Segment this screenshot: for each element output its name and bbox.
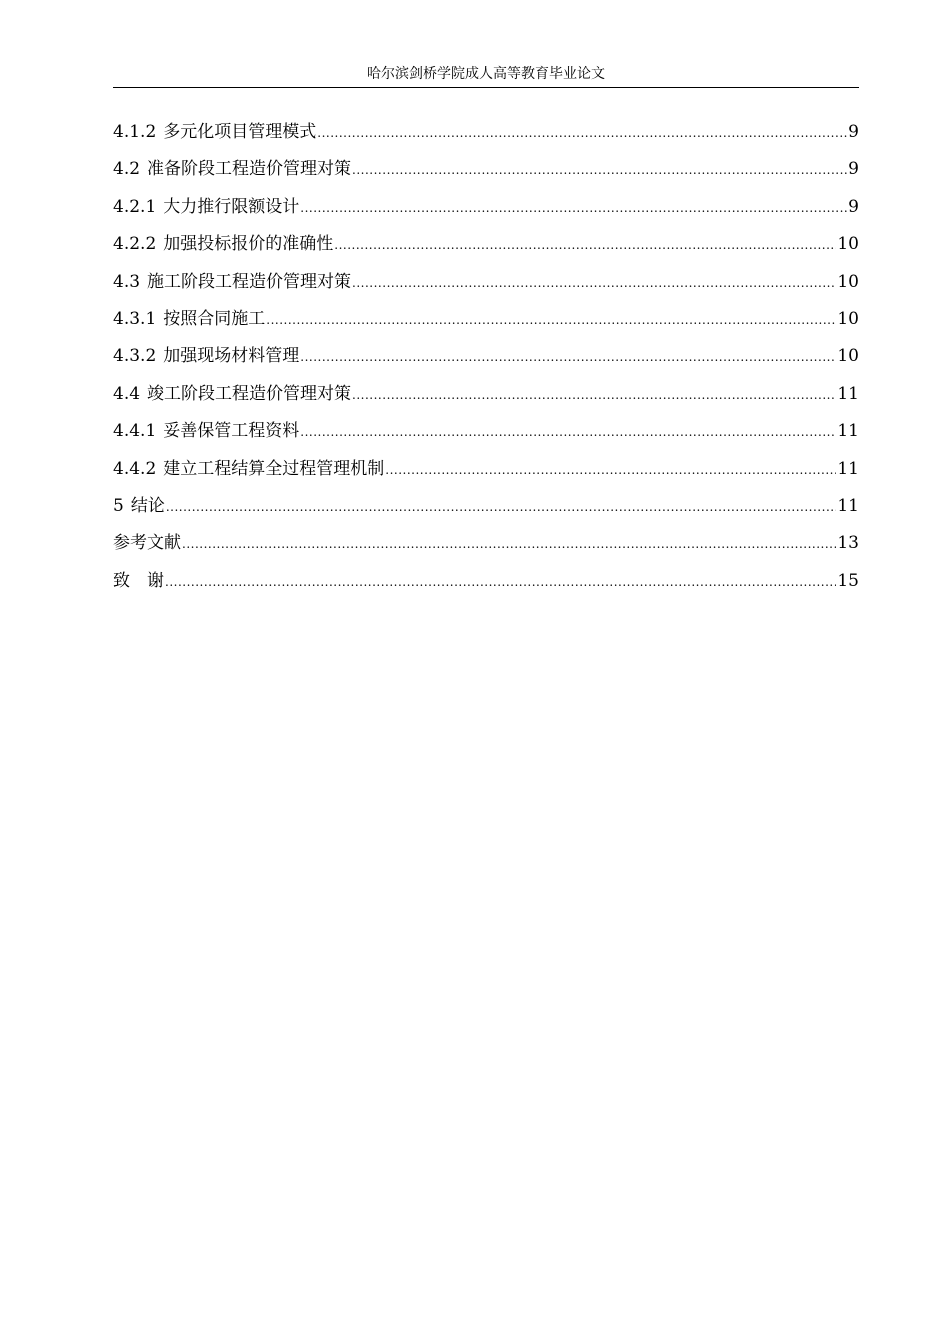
toc-entry-title: 施工阶段工程造价管理对策 <box>147 271 352 292</box>
toc-dot-leader <box>166 493 837 521</box>
toc-entry-number: 4.4.1 <box>113 421 157 442</box>
toc-entry[interactable] <box>113 380 859 417</box>
toc-entry-number: 4.2 <box>113 159 141 180</box>
toc-entry-title: 妥善保管工程资料 <box>163 421 300 442</box>
toc-entry-number: 4.2.2 <box>113 234 157 255</box>
toc-entry-title: 加强现场材料管理 <box>163 346 300 367</box>
toc-entry[interactable] <box>113 268 859 305</box>
toc-entry-title: 加强投标报价的准确性 <box>163 234 334 255</box>
toc-entry[interactable] <box>113 529 859 566</box>
toc-entry[interactable] <box>113 193 859 230</box>
toc-entry-title: 参考文献 <box>113 533 181 554</box>
toc-dot-leader <box>352 156 847 184</box>
toc-entry-number: 4.4 <box>113 383 141 404</box>
toc-entry-page: 11 <box>837 383 859 404</box>
toc-entry-page: 11 <box>837 421 859 442</box>
toc-dot-leader <box>317 119 847 147</box>
toc-entry-title: 竣工阶段工程造价管理对策 <box>147 383 352 404</box>
toc-entry-title: 多元化项目管理模式 <box>163 122 317 142</box>
toc-entry-page: 15 <box>837 570 859 591</box>
toc-dot-leader <box>266 306 836 334</box>
toc-entry[interactable] <box>113 305 859 342</box>
toc-entry-page: 11 <box>837 495 859 516</box>
toc-dot-leader <box>352 381 836 409</box>
toc-entry-page: 9 <box>848 196 859 217</box>
toc-entry[interactable] <box>113 567 859 604</box>
toc-entry-page: 11 <box>837 458 859 479</box>
toc-entry[interactable] <box>113 118 859 155</box>
toc-entry-number: 4.3.1 <box>113 308 157 329</box>
toc-dot-leader <box>300 194 847 222</box>
toc-entry-page: 9 <box>848 159 859 180</box>
toc-entry-title: 准备阶段工程造价管理对策 <box>147 159 352 180</box>
toc-entry-number: 4.3.2 <box>113 346 157 367</box>
toc-entry[interactable] <box>113 230 859 267</box>
toc-entry[interactable] <box>113 342 859 379</box>
toc-entry-title: 大力推行限额设计 <box>163 196 300 217</box>
toc-entry-title: 按照合同施工 <box>163 308 266 329</box>
toc-dot-leader <box>352 269 836 297</box>
toc-entry-page: 10 <box>837 346 859 367</box>
toc-dot-leader <box>165 568 836 596</box>
toc-entry[interactable] <box>113 417 859 454</box>
table-of-contents <box>113 118 859 604</box>
toc-dot-leader <box>300 418 836 446</box>
toc-entry-title: 结论 <box>130 495 165 516</box>
toc-entry-number: 4.3 <box>113 271 141 292</box>
toc-entry[interactable] <box>113 155 859 192</box>
toc-entry[interactable] <box>113 492 859 529</box>
header-divider <box>113 87 859 88</box>
toc-dot-leader <box>334 231 836 259</box>
page-header: 哈尔滨剑桥学院成人高等教育毕业论文 <box>367 66 605 82</box>
toc-entry-page: 10 <box>837 271 859 292</box>
toc-entry[interactable] <box>113 455 859 492</box>
toc-dot-leader <box>385 456 836 484</box>
toc-dot-leader <box>300 343 836 371</box>
toc-entry-number: 4.2.1 <box>113 196 157 217</box>
toc-entry-number: 5 <box>113 495 124 516</box>
toc-entry-title: 建立工程结算全过程管理机制 <box>163 458 385 479</box>
toc-entry-title: 致 谢 <box>113 570 164 591</box>
toc-entry-page: 9 <box>848 122 859 142</box>
toc-entry-number: 4.1.2 <box>113 122 157 142</box>
toc-entry-number: 4.4.2 <box>113 458 157 479</box>
toc-entry-page: 10 <box>837 234 859 255</box>
toc-dot-leader <box>182 530 836 558</box>
toc-entry-page: 10 <box>837 308 859 329</box>
toc-entry-page: 13 <box>837 533 859 554</box>
